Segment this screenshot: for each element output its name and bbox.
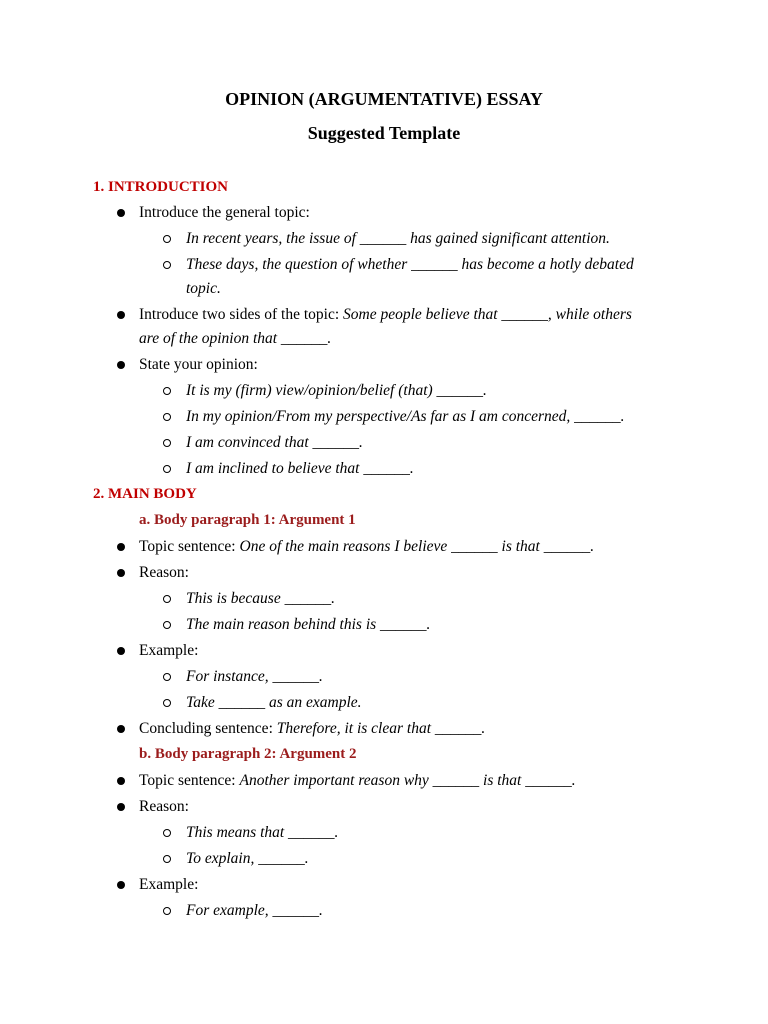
- bullet-hollow-icon: [163, 699, 171, 707]
- bullet-filled-icon: [117, 881, 125, 889]
- intro-opinion-example-2: In my opinion/From my perspective/As far as I am concerned, ______.: [186, 408, 625, 425]
- bullet-hollow-icon: [163, 621, 171, 629]
- intro-general-topic-example-2-line-2: topic.: [186, 280, 221, 297]
- intro-two-sides-label: Introduce two sides of the topic:: [139, 306, 344, 323]
- body-paragraph-1-heading: a. Body paragraph 1: Argument 1: [139, 512, 356, 528]
- bullet-filled-icon: [117, 361, 125, 369]
- para2-example-label: Example:: [139, 876, 199, 893]
- para1-reason-example-1: This is because ______.: [186, 590, 335, 607]
- bullet-hollow-icon: [163, 907, 171, 915]
- body-paragraph-2-heading: b. Body paragraph 2: Argument 2: [139, 746, 357, 762]
- intro-general-topic-label: Introduce the general topic:: [139, 204, 310, 221]
- bullet-filled-icon: [117, 803, 125, 811]
- intro-opinion-example-1: It is my (firm) view/opinion/belief (that) ______.: [186, 382, 487, 399]
- intro-opinion-label: State your opinion:: [139, 356, 258, 373]
- intro-general-topic-example-2-line-1: These days, the question of whether ______ has become a hotly debated: [186, 256, 634, 273]
- bullet-hollow-icon: [163, 439, 171, 447]
- bullet-filled-icon: [117, 647, 125, 655]
- bullet-hollow-icon: [163, 387, 171, 395]
- bullet-filled-icon: [117, 209, 125, 217]
- bullet-hollow-icon: [163, 673, 171, 681]
- bullet-hollow-icon: [163, 855, 171, 863]
- para1-example-label: Example:: [139, 642, 199, 659]
- para1-concluding-label: Concluding sentence:: [139, 720, 277, 737]
- intro-opinion-example-3: I am convinced that ______.: [186, 434, 363, 451]
- para1-example-2: Take ______ as an example.: [186, 694, 362, 711]
- bullet-filled-icon: [117, 777, 125, 785]
- para1-example-1: For instance, ______.: [186, 668, 323, 685]
- para2-topic-label: Topic sentence:: [139, 772, 240, 789]
- bullet-filled-icon: [117, 569, 125, 577]
- intro-two-sides-example-line-1: Some people believe that ______, while others: [343, 306, 632, 323]
- bullet-filled-icon: [117, 725, 125, 733]
- para2-reason-label: Reason:: [139, 798, 189, 815]
- para2-example-1: For example, ______.: [186, 902, 323, 919]
- para2-reason-example-2: To explain, ______.: [186, 850, 309, 867]
- bullet-hollow-icon: [163, 261, 171, 269]
- bullet-hollow-icon: [163, 413, 171, 421]
- para1-reason-label: Reason:: [139, 564, 189, 581]
- intro-general-topic-example-1: In recent years, the issue of ______ has gained significant attention.: [186, 230, 610, 247]
- document-subtitle: Suggested Template: [307, 123, 461, 143]
- bullet-hollow-icon: [163, 595, 171, 603]
- para1-reason-example-2: The main reason behind this is ______.: [186, 616, 431, 633]
- bullet-hollow-icon: [163, 465, 171, 473]
- bullet-hollow-icon: [163, 829, 171, 837]
- para1-topic-example: One of the main reasons I believe ______ is that ______.: [239, 538, 595, 555]
- bullet-filled-icon: [117, 543, 125, 551]
- bullet-hollow-icon: [163, 235, 171, 243]
- para1-topic-label: Topic sentence:: [139, 538, 240, 555]
- intro-two-sides-example-line-2: are of the opinion that ______.: [139, 330, 332, 347]
- para1-concluding-example: Therefore, it is clear that ______.: [276, 720, 486, 737]
- intro-opinion-example-4: I am inclined to believe that ______.: [186, 460, 414, 477]
- bullet-filled-icon: [117, 311, 125, 319]
- document-title: OPINION (ARGUMENTATIVE) ESSAY: [225, 89, 543, 109]
- section-heading-main-body: 2. MAIN BODY: [93, 486, 197, 502]
- section-heading-introduction: 1. INTRODUCTION: [93, 179, 229, 195]
- para2-reason-example-1: This means that ______.: [186, 824, 339, 841]
- para2-topic-example: Another important reason why ______ is that ______.: [239, 772, 576, 789]
